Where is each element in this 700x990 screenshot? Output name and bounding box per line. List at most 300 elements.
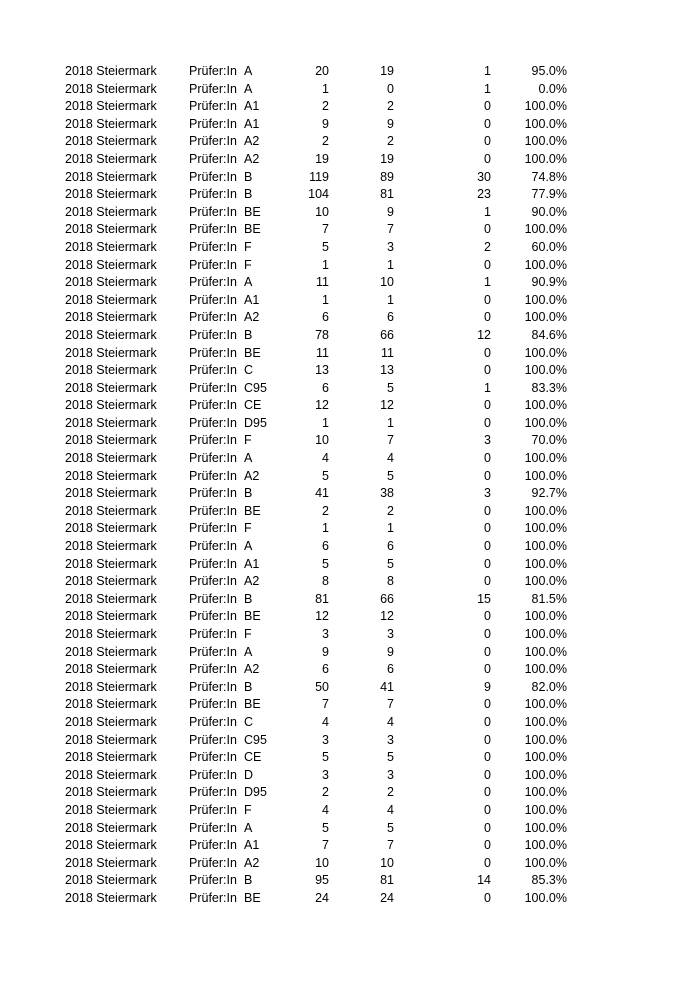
cell-pass-rate: 100.0%: [524, 855, 567, 870]
cell-failed: 0: [484, 732, 491, 747]
cell-failed: 0: [484, 644, 491, 659]
cell-passed: 3: [387, 732, 394, 747]
cell-pass-rate: 100.0%: [524, 257, 567, 272]
cell-year-region: 2018 Steiermark: [65, 345, 157, 360]
cell-passed: 12: [380, 398, 394, 413]
cell-year-region: 2018 Steiermark: [65, 802, 157, 817]
cell-license-class: A2: [244, 151, 260, 166]
cell-year-region: 2018 Steiermark: [65, 275, 157, 290]
table-row: [0, 415, 700, 433]
cell-passed: 19: [380, 151, 394, 166]
table-row: [0, 784, 700, 802]
cell-pass-rate: 100.0%: [524, 714, 567, 729]
cell-failed: 0: [484, 257, 491, 272]
cell-pass-rate: 81.5%: [531, 591, 567, 606]
cell-year-region: 2018 Steiermark: [65, 591, 157, 606]
cell-license-class: BE: [244, 503, 261, 518]
cell-license-class: F: [244, 239, 252, 254]
cell-passed: 7: [387, 838, 394, 853]
cell-passed: 5: [387, 750, 394, 765]
cell-license-class: A2: [244, 468, 260, 483]
cell-pass-rate: 0.0%: [538, 81, 567, 96]
cell-examiner: Prüfer:In: [189, 662, 237, 677]
cell-year-region: 2018 Steiermark: [65, 644, 157, 659]
cell-examiner: Prüfer:In: [189, 257, 237, 272]
cell-license-class: A1: [244, 838, 260, 853]
cell-failed: 0: [484, 697, 491, 712]
table-row: [0, 98, 700, 116]
table-row: [0, 696, 700, 714]
cell-examiner: Prüfer:In: [189, 222, 237, 237]
cell-failed: 0: [484, 451, 491, 466]
cell-passed: 13: [380, 363, 394, 378]
cell-year-region: 2018 Steiermark: [65, 380, 157, 395]
cell-examiner: Prüfer:In: [189, 838, 237, 853]
cell-passed: 1: [387, 292, 394, 307]
cell-pass-rate: 100.0%: [524, 785, 567, 800]
cell-license-class: F: [244, 802, 252, 817]
cell-failed: 0: [484, 785, 491, 800]
cell-passed: 66: [380, 591, 394, 606]
cell-pass-rate: 77.9%: [531, 187, 567, 202]
cell-pass-rate: 100.0%: [524, 750, 567, 765]
cell-year-region: 2018 Steiermark: [65, 697, 157, 712]
cell-license-class: BE: [244, 609, 261, 624]
cell-license-class: B: [244, 169, 253, 184]
cell-total: 11: [316, 275, 329, 290]
cell-examiner: Prüfer:In: [189, 204, 237, 219]
cell-pass-rate: 100.0%: [524, 662, 567, 677]
cell-total: 5: [322, 750, 329, 765]
table-row: [0, 802, 700, 820]
table-row: [0, 626, 700, 644]
cell-year-region: 2018 Steiermark: [65, 785, 157, 800]
cell-pass-rate: 100.0%: [524, 292, 567, 307]
cell-year-region: 2018 Steiermark: [65, 415, 157, 430]
table-row: [0, 573, 700, 591]
cell-license-class: B: [244, 873, 253, 888]
cell-year-region: 2018 Steiermark: [65, 767, 157, 782]
cell-total: 3: [322, 732, 329, 747]
cell-total: 104: [308, 187, 329, 202]
cell-total: 41: [315, 486, 329, 501]
cell-examiner: Prüfer:In: [189, 750, 237, 765]
table-row: [0, 820, 700, 838]
cell-total: 50: [315, 679, 329, 694]
data-sheet: [0, 63, 700, 908]
cell-pass-rate: 92.7%: [531, 486, 567, 501]
cell-passed: 8: [387, 574, 394, 589]
cell-failed: 30: [477, 169, 491, 184]
table-row: [0, 661, 700, 679]
cell-total: 19: [315, 151, 329, 166]
table-row: [0, 485, 700, 503]
cell-examiner: Prüfer:In: [189, 169, 237, 184]
cell-failed: 0: [484, 310, 491, 325]
cell-license-class: C: [244, 363, 254, 378]
cell-passed: 5: [387, 556, 394, 571]
cell-examiner: Prüfer:In: [189, 679, 237, 694]
table-row: [0, 292, 700, 310]
cell-passed: 5: [387, 820, 394, 835]
cell-year-region: 2018 Steiermark: [65, 398, 157, 413]
cell-passed: 6: [387, 539, 394, 554]
table-row: [0, 767, 700, 785]
cell-year-region: 2018 Steiermark: [65, 890, 157, 905]
cell-year-region: 2018 Steiermark: [65, 609, 157, 624]
cell-year-region: 2018 Steiermark: [65, 873, 157, 888]
cell-year-region: 2018 Steiermark: [65, 187, 157, 202]
cell-pass-rate: 100.0%: [524, 820, 567, 835]
cell-pass-rate: 100.0%: [524, 310, 567, 325]
cell-total: 4: [322, 802, 329, 817]
table-row: [0, 362, 700, 380]
table-row: [0, 837, 700, 855]
table-row: [0, 520, 700, 538]
cell-passed: 38: [380, 486, 394, 501]
cell-total: 2: [322, 785, 329, 800]
cell-pass-rate: 100.0%: [524, 521, 567, 536]
cell-license-class: A: [244, 539, 253, 554]
cell-examiner: Prüfer:In: [189, 521, 237, 536]
cell-failed: 0: [484, 627, 491, 641]
cell-failed: 12: [477, 327, 491, 342]
table-row: [0, 221, 700, 239]
table-row: [0, 309, 700, 327]
cell-pass-rate: 60.0%: [531, 239, 567, 254]
cell-total: 6: [322, 662, 329, 677]
cell-total: 24: [315, 890, 329, 905]
cell-passed: 5: [387, 380, 394, 395]
cell-passed: 5: [387, 468, 394, 483]
cell-examiner: Prüfer:In: [189, 539, 237, 554]
cell-examiner: Prüfer:In: [189, 591, 237, 606]
cell-license-class: A2: [244, 134, 260, 149]
cell-pass-rate: 95.0%: [531, 64, 567, 78]
cell-failed: 0: [484, 838, 491, 853]
cell-pass-rate: 100.0%: [524, 398, 567, 413]
cell-pass-rate: 70.0%: [531, 433, 567, 448]
cell-license-class: C95: [244, 732, 267, 747]
cell-passed: 3: [387, 239, 394, 254]
cell-passed: 4: [387, 802, 394, 817]
cell-total: 2: [322, 134, 329, 149]
cell-license-class: A1: [244, 99, 260, 114]
cell-failed: 0: [484, 415, 491, 430]
cell-examiner: Prüfer:In: [189, 820, 237, 835]
cell-failed: 0: [484, 574, 491, 589]
table-row: [0, 591, 700, 609]
cell-license-class: A2: [244, 310, 260, 325]
cell-failed: 0: [484, 503, 491, 518]
cell-failed: 0: [484, 292, 491, 307]
cell-passed: 66: [380, 327, 394, 342]
cell-examiner: Prüfer:In: [189, 468, 237, 483]
cell-year-region: 2018 Steiermark: [65, 204, 157, 219]
cell-examiner: Prüfer:In: [189, 732, 237, 747]
cell-license-class: A2: [244, 855, 260, 870]
cell-examiner: Prüfer:In: [189, 81, 237, 96]
cell-failed: 0: [484, 855, 491, 870]
cell-failed: 9: [484, 679, 491, 694]
cell-passed: 24: [380, 890, 394, 905]
cell-total: 10: [315, 204, 329, 219]
cell-examiner: Prüfer:In: [189, 486, 237, 501]
cell-examiner: Prüfer:In: [189, 609, 237, 624]
cell-license-class: C: [244, 714, 254, 729]
cell-pass-rate: 100.0%: [524, 539, 567, 554]
cell-passed: 4: [387, 451, 394, 466]
cell-license-class: A2: [244, 574, 260, 589]
cell-examiner: Prüfer:In: [189, 855, 237, 870]
cell-license-class: A: [244, 644, 253, 659]
cell-pass-rate: 100.0%: [524, 468, 567, 483]
cell-passed: 81: [380, 187, 394, 202]
table-row: [0, 608, 700, 626]
cell-failed: 0: [484, 556, 491, 571]
cell-year-region: 2018 Steiermark: [65, 239, 157, 254]
cell-year-region: 2018 Steiermark: [65, 539, 157, 554]
table-row: [0, 556, 700, 574]
cell-pass-rate: 83.3%: [531, 380, 567, 395]
cell-pass-rate: 100.0%: [524, 134, 567, 149]
cell-examiner: Prüfer:In: [189, 767, 237, 782]
table-row: [0, 63, 700, 81]
table-row: [0, 380, 700, 398]
cell-examiner: Prüfer:In: [189, 363, 237, 378]
cell-total: 1: [322, 81, 329, 96]
cell-passed: 1: [387, 521, 394, 536]
cell-failed: 0: [484, 662, 491, 677]
cell-failed: 0: [484, 99, 491, 114]
cell-total: 1: [322, 292, 329, 307]
cell-pass-rate: 100.0%: [524, 503, 567, 518]
cell-year-region: 2018 Steiermark: [65, 81, 157, 96]
cell-passed: 2: [387, 99, 394, 114]
cell-passed: 9: [387, 116, 394, 131]
cell-year-region: 2018 Steiermark: [65, 574, 157, 589]
cell-pass-rate: 100.0%: [524, 556, 567, 571]
cell-license-class: A: [244, 64, 253, 78]
cell-examiner: Prüfer:In: [189, 398, 237, 413]
cell-examiner: Prüfer:In: [189, 345, 237, 360]
cell-year-region: 2018 Steiermark: [65, 503, 157, 518]
cell-passed: 19: [380, 64, 394, 78]
cell-pass-rate: 100.0%: [524, 451, 567, 466]
cell-passed: 2: [387, 503, 394, 518]
cell-failed: 3: [484, 433, 491, 448]
cell-pass-rate: 90.0%: [531, 204, 567, 219]
cell-pass-rate: 100.0%: [524, 644, 567, 659]
cell-examiner: Prüfer:In: [189, 116, 237, 131]
table-row: [0, 432, 700, 450]
cell-passed: 1: [387, 415, 394, 430]
cell-failed: 0: [484, 345, 491, 360]
cell-examiner: Prüfer:In: [189, 503, 237, 518]
cell-examiner: Prüfer:In: [189, 890, 237, 905]
cell-examiner: Prüfer:In: [189, 433, 237, 448]
cell-pass-rate: 74.8%: [531, 169, 567, 184]
cell-license-class: BE: [244, 890, 261, 905]
cell-passed: 41: [380, 679, 394, 694]
cell-examiner: Prüfer:In: [189, 697, 237, 712]
cell-examiner: Prüfer:In: [189, 802, 237, 817]
cell-total: 11: [316, 345, 329, 360]
cell-year-region: 2018 Steiermark: [65, 521, 157, 536]
cell-failed: 0: [484, 116, 491, 131]
cell-examiner: Prüfer:In: [189, 134, 237, 149]
cell-year-region: 2018 Steiermark: [65, 64, 157, 78]
cell-examiner: Prüfer:In: [189, 187, 237, 202]
table-row: [0, 204, 700, 222]
cell-total: 13: [315, 363, 329, 378]
cell-passed: 3: [387, 767, 394, 782]
cell-license-class: F: [244, 521, 252, 536]
cell-pass-rate: 100.0%: [524, 222, 567, 237]
cell-pass-rate: 100.0%: [524, 802, 567, 817]
table-row: [0, 468, 700, 486]
cell-total: 6: [322, 539, 329, 554]
cell-total: 5: [322, 239, 329, 254]
cell-total: 5: [322, 468, 329, 483]
cell-failed: 0: [484, 222, 491, 237]
cell-examiner: Prüfer:In: [189, 644, 237, 659]
cell-failed: 0: [484, 151, 491, 166]
cell-pass-rate: 100.0%: [524, 116, 567, 131]
table-row: [0, 644, 700, 662]
cell-passed: 9: [387, 644, 394, 659]
cell-examiner: Prüfer:In: [189, 275, 237, 290]
cell-license-class: B: [244, 486, 253, 501]
cell-failed: 0: [484, 767, 491, 782]
cell-total: 78: [315, 327, 329, 342]
table-row: [0, 169, 700, 187]
cell-license-class: F: [244, 257, 252, 272]
cell-license-class: A: [244, 820, 253, 835]
cell-passed: 1: [387, 257, 394, 272]
cell-failed: 0: [484, 890, 491, 905]
cell-failed: 15: [477, 591, 491, 606]
cell-total: 7: [322, 697, 329, 712]
cell-examiner: Prüfer:In: [189, 556, 237, 571]
cell-failed: 14: [477, 873, 491, 888]
cell-failed: 3: [484, 486, 491, 501]
table-row: [0, 116, 700, 134]
cell-failed: 0: [484, 398, 491, 413]
cell-failed: 2: [484, 239, 491, 254]
table-row: [0, 327, 700, 345]
cell-examiner: Prüfer:In: [189, 327, 237, 342]
cell-year-region: 2018 Steiermark: [65, 662, 157, 677]
cell-passed: 7: [387, 222, 394, 237]
cell-license-class: A: [244, 451, 253, 466]
cell-examiner: Prüfer:In: [189, 714, 237, 729]
table-row: [0, 186, 700, 204]
table-row: [0, 450, 700, 468]
table-row: [0, 679, 700, 697]
cell-license-class: A1: [244, 116, 260, 131]
cell-license-class: F: [244, 433, 252, 448]
cell-total: 9: [322, 644, 329, 659]
cell-failed: 1: [484, 380, 491, 395]
cell-year-region: 2018 Steiermark: [65, 714, 157, 729]
cell-year-region: 2018 Steiermark: [65, 151, 157, 166]
table-row: [0, 257, 700, 275]
cell-year-region: 2018 Steiermark: [65, 556, 157, 571]
cell-examiner: Prüfer:In: [189, 292, 237, 307]
cell-license-class: B: [244, 327, 253, 342]
table-row: [0, 133, 700, 151]
cell-failed: 23: [477, 187, 491, 202]
cell-license-class: CE: [244, 750, 262, 765]
cell-failed: 0: [484, 750, 491, 765]
cell-total: 1: [322, 415, 329, 430]
cell-failed: 0: [484, 820, 491, 835]
cell-passed: 9: [387, 204, 394, 219]
cell-year-region: 2018 Steiermark: [65, 433, 157, 448]
table-row: [0, 749, 700, 767]
cell-year-region: 2018 Steiermark: [65, 310, 157, 325]
table-row: [0, 274, 700, 292]
table-row: [0, 503, 700, 521]
cell-year-region: 2018 Steiermark: [65, 222, 157, 237]
cell-failed: 0: [484, 714, 491, 729]
table-row: [0, 890, 700, 908]
cell-failed: 1: [484, 81, 491, 96]
cell-year-region: 2018 Steiermark: [65, 486, 157, 501]
cell-failed: 0: [484, 468, 491, 483]
cell-passed: 10: [380, 855, 394, 870]
cell-year-region: 2018 Steiermark: [65, 855, 157, 870]
table-row: [0, 872, 700, 890]
table-row: [0, 239, 700, 257]
cell-pass-rate: 100.0%: [524, 415, 567, 430]
cell-pass-rate: 82.0%: [531, 679, 567, 694]
cell-pass-rate: 90.9%: [531, 275, 567, 290]
cell-total: 4: [322, 451, 329, 466]
cell-license-class: BE: [244, 345, 261, 360]
cell-failed: 0: [484, 539, 491, 554]
cell-passed: 2: [387, 134, 394, 149]
cell-failed: 0: [484, 802, 491, 817]
cell-license-class: B: [244, 591, 253, 606]
cell-total: 2: [322, 99, 329, 114]
cell-year-region: 2018 Steiermark: [65, 679, 157, 694]
cell-total: 20: [315, 64, 329, 78]
cell-license-class: A1: [244, 556, 260, 571]
cell-total: 6: [322, 380, 329, 395]
cell-passed: 7: [387, 433, 394, 448]
cell-total: 7: [322, 838, 329, 853]
cell-pass-rate: 85.3%: [531, 873, 567, 888]
cell-total: 12: [315, 609, 329, 624]
cell-year-region: 2018 Steiermark: [65, 820, 157, 835]
cell-total: 10: [315, 855, 329, 870]
cell-passed: 89: [380, 169, 394, 184]
cell-pass-rate: 100.0%: [524, 345, 567, 360]
cell-total: 1: [322, 521, 329, 536]
cell-passed: 0: [387, 81, 394, 96]
cell-failed: 1: [484, 204, 491, 219]
table-row: [0, 81, 700, 99]
cell-pass-rate: 100.0%: [524, 890, 567, 905]
cell-pass-rate: 100.0%: [524, 99, 567, 114]
cell-license-class: D: [244, 767, 254, 782]
cell-license-class: BE: [244, 222, 261, 237]
cell-license-class: A: [244, 275, 253, 290]
cell-total: 12: [315, 398, 329, 413]
cell-examiner: Prüfer:In: [189, 151, 237, 166]
